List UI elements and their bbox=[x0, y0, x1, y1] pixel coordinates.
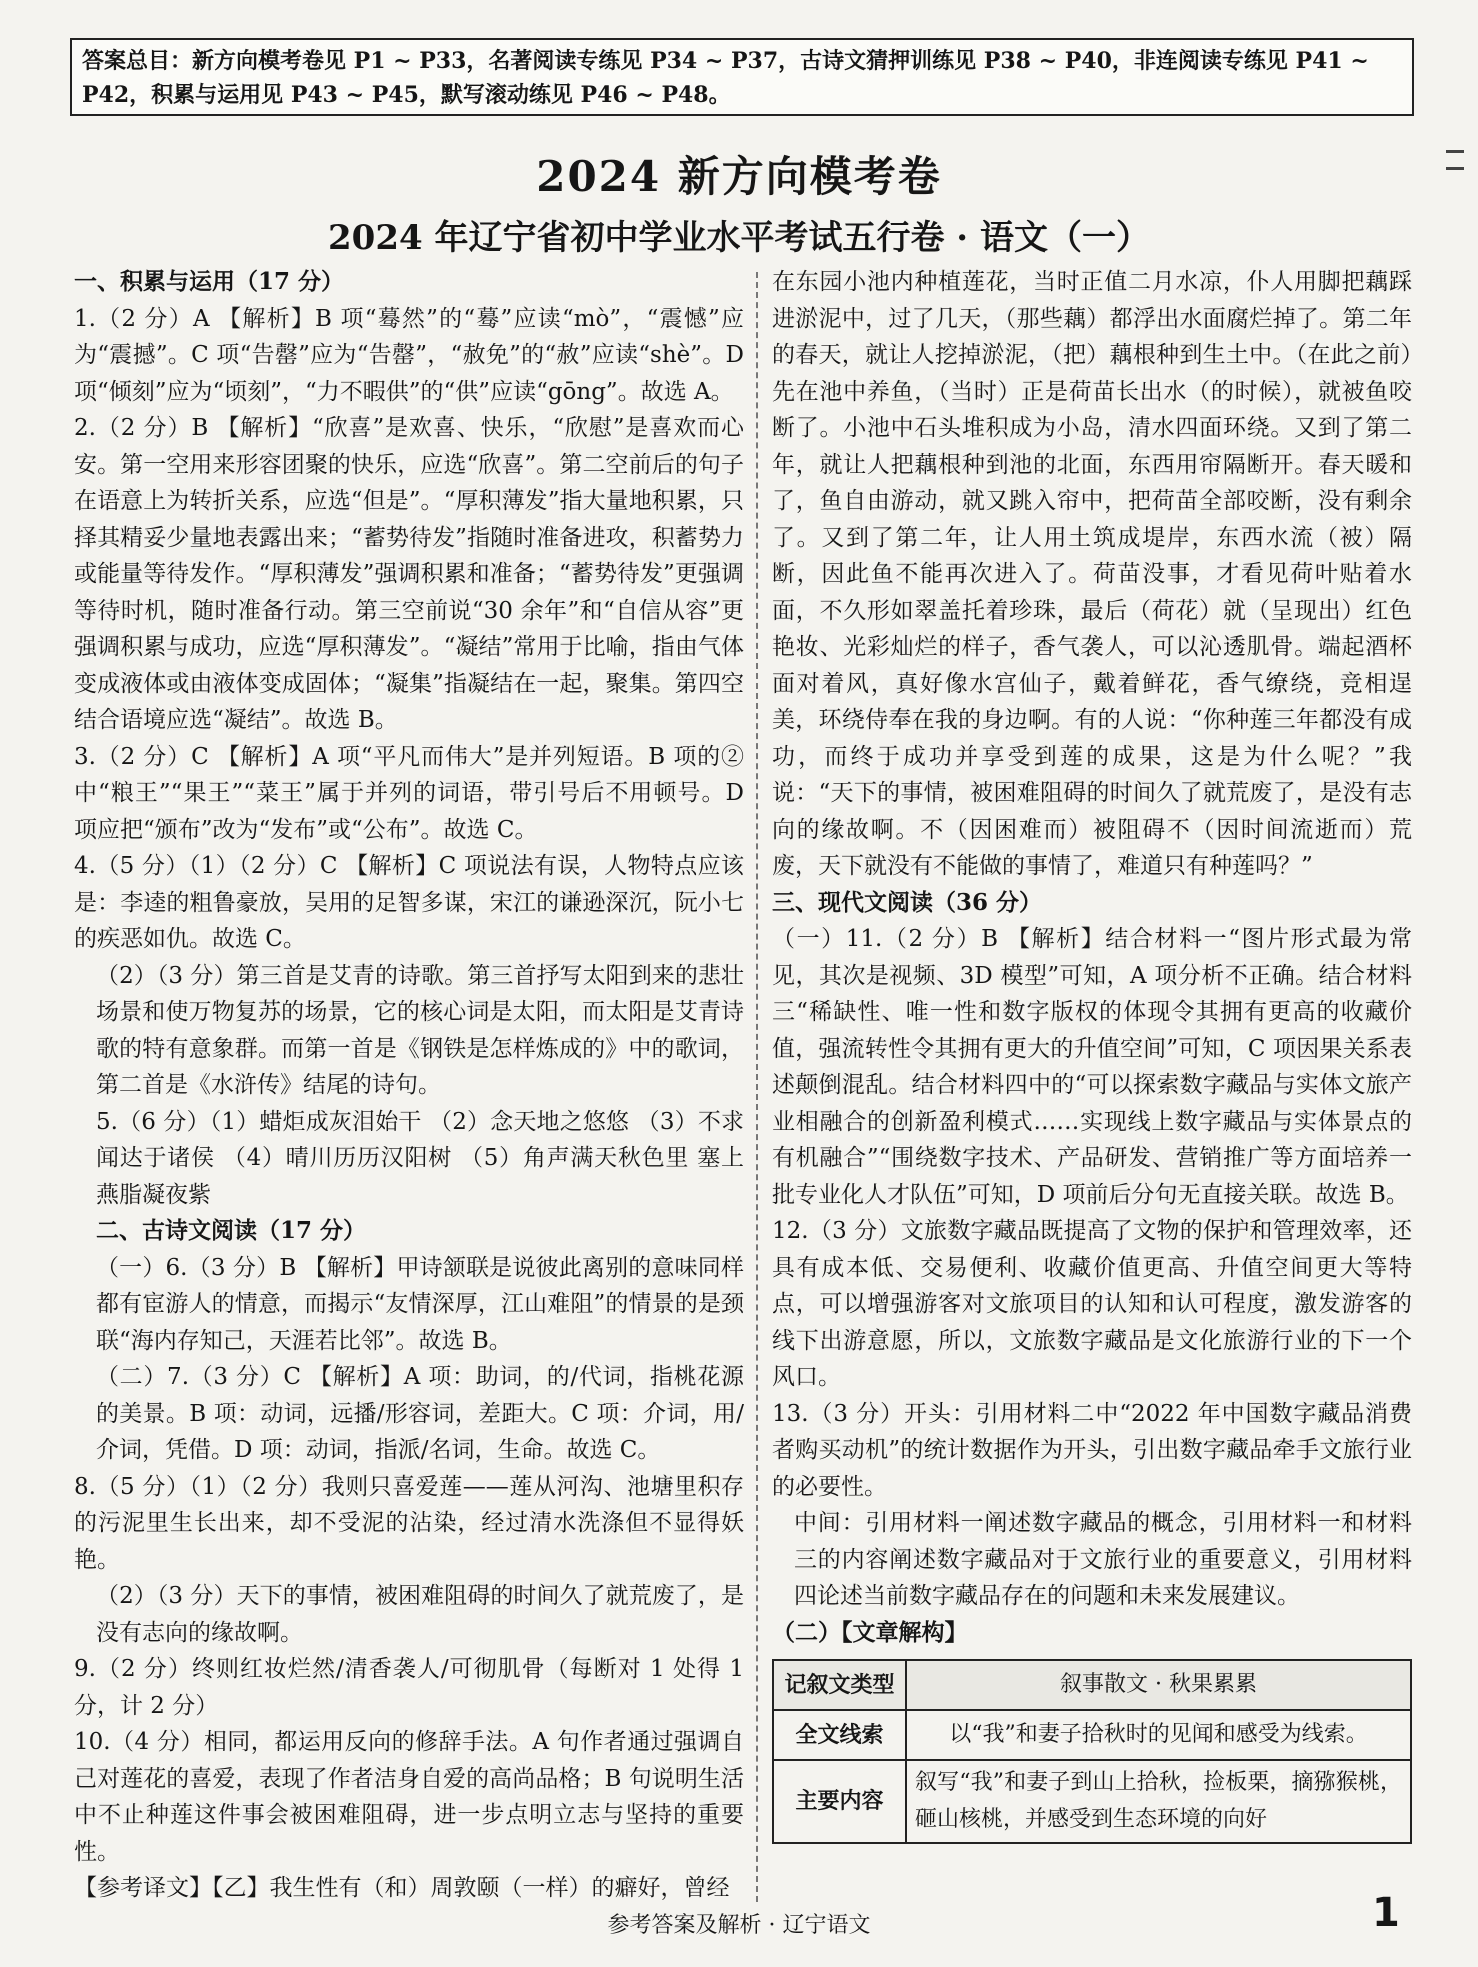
answer-item: （一）11.（2 分）B 【解析】结合材料一“图片形式最为常见，其次是视频、3D 模型”可知，A 项分析不正确。结合材料三“稀缺性、唯一性和数字版权的体现令其拥有更高的收藏价值，强流转性令其拥有更大的升值空间”可知，C 项因果关系表述颠倒混乱。结合材料四中的“可以探索数字藏品与实体文旅产业相融合的创新盈利模式……实现线上数字藏品与实体景点的有机融合”“围绕数字技术、产品研发、营销推广等方面培养一批专业化人才队伍”可知，D 项前后分句无直接关联。故选 B。 bbox=[772, 926, 1412, 1208]
table-value: 叙事散文 · 秋果累累 bbox=[906, 1660, 1411, 1710]
reference-translation-label: 【参考译文】【乙】我生性有（和）周敦颐（一样）的癖好，曾经 bbox=[74, 1875, 730, 1901]
section-heading: 二、古诗文阅读（17 分） bbox=[96, 1217, 367, 1244]
answer-item: 5.（6 分）（1）蜡炬成灰泪始干 （2）念天地之悠悠 （3）不求闻达于诸侯 （4）晴川历历汉阳树 （5）角声满天秋色里 塞上燕脂凝夜紫 bbox=[96, 1108, 744, 1208]
table-row bbox=[773, 1710, 1411, 1760]
exam-title: 2024 年辽宁省初中学业水平考试五行卷 · 语文（一） bbox=[328, 218, 1150, 258]
answer-item: 13.（3 分）开头：引用材料二中“2022 年中国数字藏品消费者购买动机”的统计数据作为开头，引出数字藏品牵手文旅行业的必要性。 bbox=[772, 1400, 1412, 1500]
answer-item: 12.（3 分）文旅数字藏品既提高了文物的保护和管理效率，还具有成本低、交易便利、收藏价值更高、升值空间更大等特点，可以增强游客对文旅项目的认知和认可程度，激发游客的线下出游意愿，所以，文旅数字藏品是文化旅游行业的下一个风口。 bbox=[772, 1218, 1412, 1390]
answer-item: 1.（2 分）A 【解析】B 项“蓦然”的“蓦”应读“mò”，“震憾”应为“震撼”。C 项“告罄”应为“告罄”，“赦免”的“赦”应读“shè”。D 项“倾刻”应为“顷刻”，“力不暇供”的“供”应读“gōng”。故选 A。 bbox=[74, 305, 744, 405]
answer-item: 2.（2 分）B 【解析】“欣喜”是欢喜、快乐，“欣慰”是喜欢而心安。第一空用来形容团聚的快乐，应选“欣喜”。第二空前后的句子在语意上为转折关系，应选“但是”。“厚积薄发”指大量地积累，只择其精妥少量地表露出来；“蓄势待发”指随时准备进攻，积蓄势力或能量等待发作。“厚积薄发”强调积累和准备；“蓄势待发”更强调等待时机，随时准备行动。第三空前说“30 余年”和“自信从容”更强调积累与成功，应选“厚积薄发”。“凝结”常用于比喻，指由气体变成液体或由液体变成固体；“凝集”指凝结在一起，聚集。第四空结合语境应选“凝结”。故选 B。 bbox=[74, 415, 744, 733]
section-heading: 一、积累与运用（17 分） bbox=[74, 268, 345, 295]
structure-table bbox=[772, 1659, 1412, 1844]
answer-item: 3.（2 分）C 【解析】A 项“平凡而伟大”是并列短语。B 项的②中“粮王”“果王”“菜王”属于并列的词语，带引号后不用顿号。D 项应把“颁布”改为“发布”或“公布”。故选 C。 bbox=[74, 743, 744, 843]
answer-item: （2）（3 分）天下的事情，被困难阻碍的时间久了就荒废了，是没有志向的缘故啊。 bbox=[96, 1583, 744, 1646]
table-value: 叙写“我”和妻子到山上拾秋，捡板栗，摘猕猴桃，砸山核桃，并感受到生态环境的向好 bbox=[906, 1760, 1411, 1843]
answer-item: 10.（4 分）相同，都运用反向的修辞手法。A 句作者通过强调自己对莲花的喜爱，表现了作者洁身自爱的高尚品格；B 句说明生活中不止种莲这件事会被困难阻碍，进一步点明立志与坚持的重要性。 bbox=[74, 1729, 744, 1865]
answer-item: （2）（3 分）第三首是艾青的诗歌。第三首抒写太阳到来的悲壮场景和使万物复苏的场景，它的核心词是太阳，而太阳是艾青诗歌的特有意象群。而第一首是《钢铁是怎样炼成的》中的歌词，第二首是《水浒传》结尾的诗句。 bbox=[96, 962, 744, 1098]
column-divider bbox=[756, 272, 758, 1902]
table-key: 主要内容 bbox=[773, 1760, 906, 1843]
answer-item: 中间：引用材料一阐述数字藏品的概念，引用材料一和材料三的内容阐述数字藏品对于文旅行业的重要意义，引用材料四论述当前数字藏品存在的问题和未来发展建议。 bbox=[794, 1510, 1412, 1609]
right-column bbox=[772, 264, 1412, 1844]
answer-item: （一）6.（3 分）B 【解析】甲诗颔联是说彼此离别的意味同样都有宦游人的情意，而揭示“友情深厚，江山难阻”的情景的是颈联“海内存知己，天涯若比邻”。故选 B。 bbox=[96, 1254, 744, 1354]
answer-item: 8.（5 分）（1）（2 分）我则只喜爱莲——莲从河沟、池塘里积存的污泥里生长出来，却不受泥的沾染，经过清水洗涤但不显得妖艳。 bbox=[74, 1473, 744, 1573]
answer-item: 9.（2 分）终则红妆烂然/清香袭人/可彻肌骨（每断对 1 处得 1 分，计 2 分） bbox=[74, 1656, 744, 1719]
page-number: 1 bbox=[1372, 1890, 1400, 1936]
section-heading: 三、现代文阅读（36 分） bbox=[772, 888, 1043, 916]
answer-item: （二）7.（3 分）C 【解析】A 项：助词，的/代词，指桃花源的美景。B 项：动词，远播/形容词，差距大。C 项：介词，用/介词，凭借。D 项：动词，指派/名词，生命。故选 C。 bbox=[96, 1364, 744, 1463]
page-title: 2024 新方向模考卷 bbox=[536, 152, 942, 201]
table-key: 全文线索 bbox=[773, 1710, 906, 1760]
table-row bbox=[773, 1660, 1411, 1710]
page-footer: 参考答案及解析 · 辽宁语文 bbox=[607, 1913, 871, 1938]
translation-continued: 在东园小池内种植莲花，当时正值二月水凉，仆人用脚把藕踩进淤泥中，过了几天，（那些藕）都浮出水面腐烂掉了。第二年的春天，就让人挖掉淤泥，（把）藕根种到生土中。（在此之前）先在池中养鱼，（当时）正是荷苗长出水（的时候），就被鱼咬断了。小池中石头堆积成为小岛，清水四面环绕。又到了第二年，就让人把藕根种到池的北面，东西用帘隔断开。春天暖和了，鱼自由游动，就又跳入帘中，把荷苗全部咬断，没有剩余了。又到了第二年，让人用土筑成堤岸，东西水流（被）隔断，因此鱼不能再次进入了。荷苗没事，才看见荷叶贴着水面，不久形如翠盖托着珍珠，最后（荷花）就（呈现出）红色艳妆、光彩灿烂的样子，香气袭人，可以沁透肌骨。端起酒杯面对着风，真好像水宫仙子，戴着鲜花，香气缭绕，竞相逞美，环绕侍奉在我的身边啊。有的人说：“你种莲三年都没有成功，而终于成功并享受到莲的成果，这是为什么呢？”我说：“天下的事情，被困难阻碍的时间久了就荒废了，是没有志向的缘故啊。不（因困难而）被阻碍不（因时间流逝而）荒废，天下就没有不能做的事情了，难道只有种莲吗？” bbox=[772, 269, 1412, 879]
table-row bbox=[773, 1760, 1411, 1843]
table-value: 以“我”和妻子拾秋时的见闻和感受为线索。 bbox=[906, 1710, 1411, 1760]
table-key: 记叙文类型 bbox=[773, 1660, 906, 1710]
answer-index-banner: 答案总目：新方向模考卷见 P1 ~ P33，名著阅读专练见 P34 ~ P37，古诗文猜押训练见 P38 ~ P40，非连阅读专练见 P41 ~ P42，积累与运用见 P43 ~ P45，默写滚动练见 P46 ~ P48。 bbox=[70, 38, 1414, 116]
section-heading: （二）【文章解构】 bbox=[772, 1618, 968, 1646]
left-column bbox=[74, 264, 744, 1907]
answer-item: 4.（5 分）（1）（2 分）C 【解析】C 项说法有误，人物特点应该是：李逵的粗鲁豪放，吴用的足智多谋，宋江的谦逊深沉，阮小七的疾恶如仇。故选 C。 bbox=[74, 853, 744, 952]
